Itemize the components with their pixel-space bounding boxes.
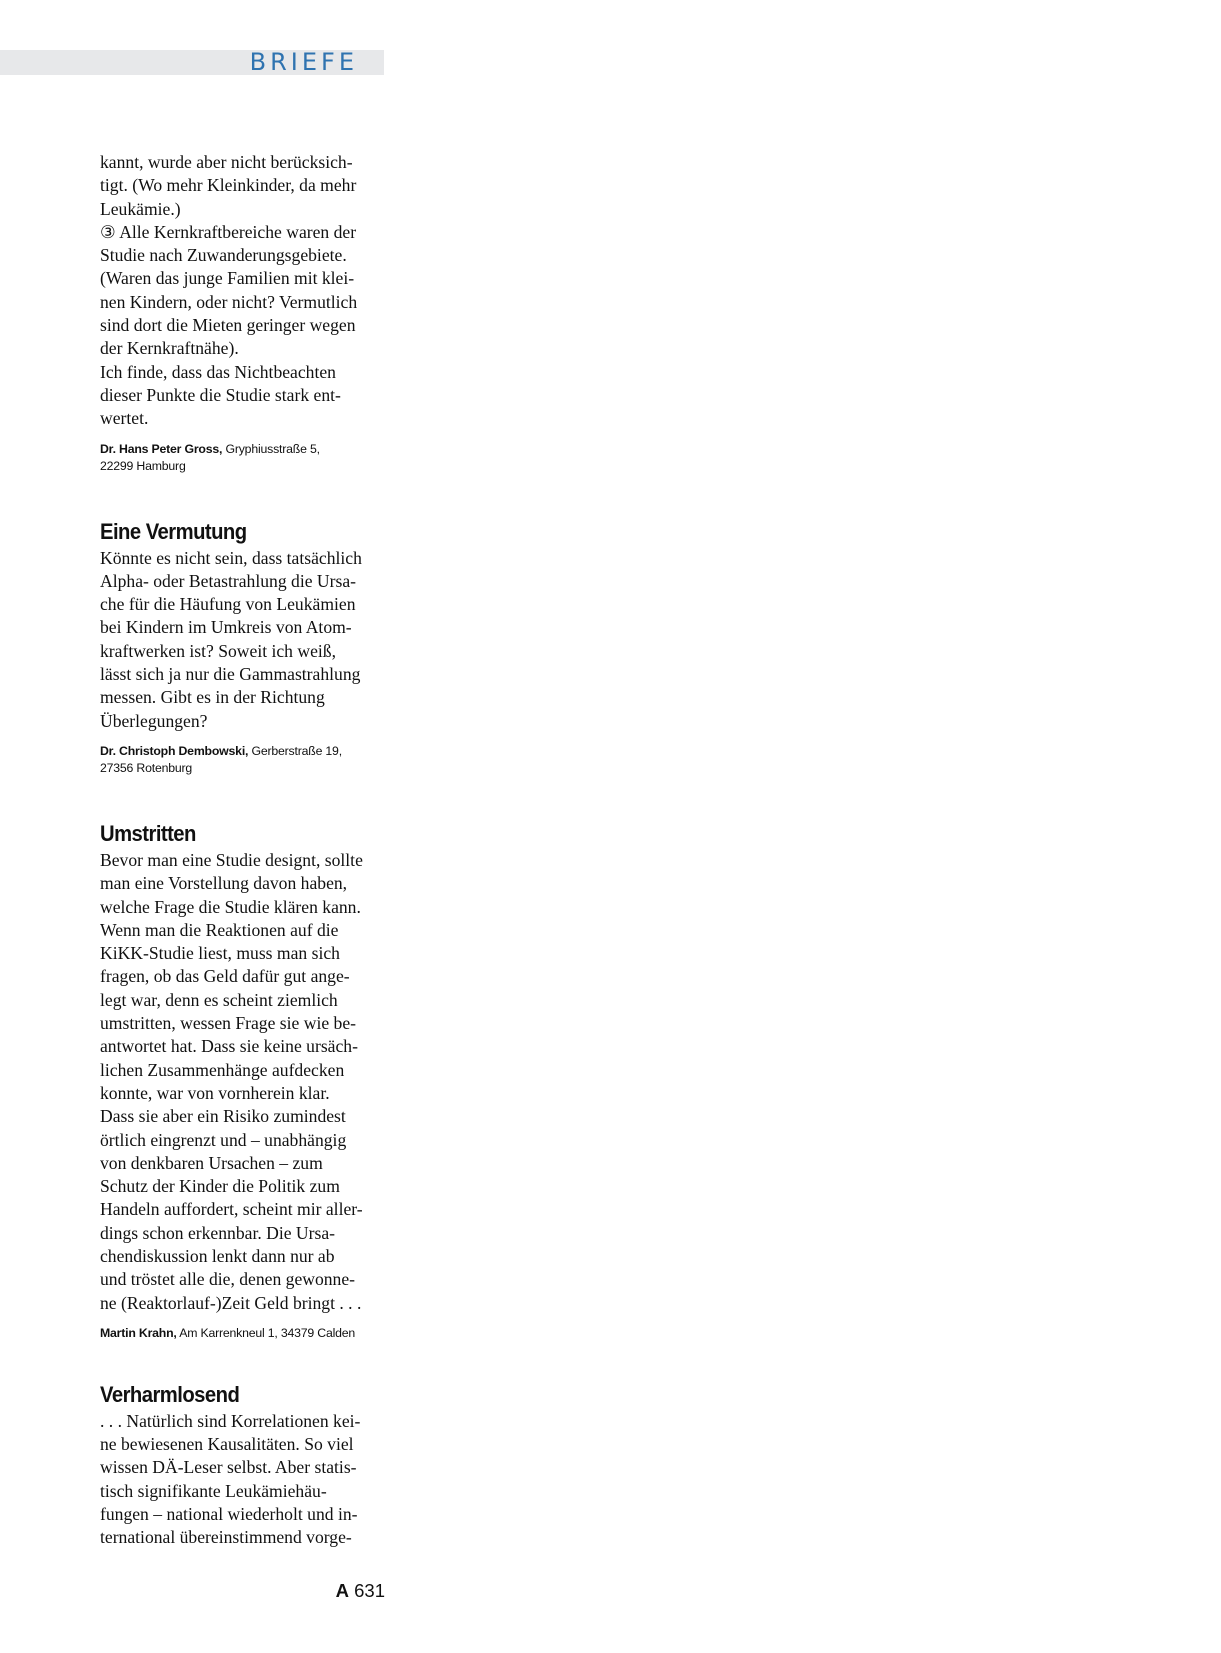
section-header-bar (0, 50, 384, 75)
author-name: Dr. Christoph Dembowski, (100, 743, 249, 758)
letter-3 (100, 819, 390, 1342)
author-name: Martin Krahn, (100, 1325, 177, 1340)
letter-body: . . . Natürlich sind Korrelationen kei- ne bewiesenen Kausalitäten. So viel wissen DÄ-Leser selbst. Aber statis- tisch signifikante Leukämiehäu- fungen – national wiederholt und in- ternational übereinstimmend vorge- (100, 1410, 361, 1548)
letter-body: Könnte es nicht sein, dass tatsächlich Alpha- oder Betastrahlung die Ursa- che für die Häufung von Leukämien bei Kindern im Umkreis von Atom- kraftwerken ist? Soweit ich weiß, lässt sich ja nur die Gammastrahlung messen. Gibt es in der Richtung Überlegungen? (100, 547, 362, 731)
letter-1 (100, 151, 390, 475)
letter-heading: Eine Vermutung (100, 518, 247, 544)
page-prefix: A (335, 1580, 349, 1601)
author-address: Gryphiusstraße 5, 22299 Hamburg (100, 441, 320, 473)
section-title: BRIEFE (249, 48, 358, 76)
page-value: 631 (354, 1580, 385, 1601)
author-name: Dr. Hans Peter Gross, (100, 441, 223, 456)
letter-signature (100, 1325, 390, 1342)
letter-heading: Umstritten (100, 820, 196, 846)
page-number (336, 1580, 385, 1602)
letter-body: kannt, wurde aber nicht berücksich- tigt. (Wo mehr Kleinkinder, da mehr Leukämie.) ③ Alle Kernkraftbereiche waren der Studie nach Zuwanderungsgebiete. (Waren das junge Familien mit klei- nen Kindern, oder nicht? Vermutlich sind dort die Mieten geringer wegen der Kernkraftnähe). Ich finde, dass das Nichtbeachten dieser Punkte die Studie stark ent- wertet. (100, 152, 358, 429)
letters-column (100, 151, 390, 1550)
letter-4 (100, 1380, 390, 1550)
letter-2 (100, 517, 390, 777)
author-address: Am Karrenkneul 1, 34379 Calden (176, 1325, 356, 1340)
letter-body: Bevor man eine Studie designt, sollte man eine Vorstellung davon haben, welche Frage die Studie klären kann. Wenn man die Reaktionen auf die KiKK-Studie liest, muss man sich fragen, ob das Geld dafür gut ange- legt war, denn es scheint ziemlich umstritten, wessen Frage sie wie be- antwortet hat. Dass sie keine ursäch- lichen Zusammenhänge aufdecken konnte, war von vornherein klar. Dass sie aber ein Risiko zumindest örtlich eingrenzt und – unabhängig von denkbaren Ursachen – zum Schutz der Kinder die Politik zum Handeln auffordert, scheint mir aller- dings schon erkennbar. Die Ursa- chendiskussion lenkt dann nur ab und tröstet alle die, denen gewonne- ne (Reaktorlauf-)Zeit Geld bringt . . . (100, 849, 363, 1313)
letter-signature (100, 441, 390, 475)
letter-heading: Verharmlosend (100, 1381, 240, 1407)
letter-signature (100, 743, 390, 777)
author-address: Gerberstraße 19, 27356 Rotenburg (100, 743, 342, 775)
